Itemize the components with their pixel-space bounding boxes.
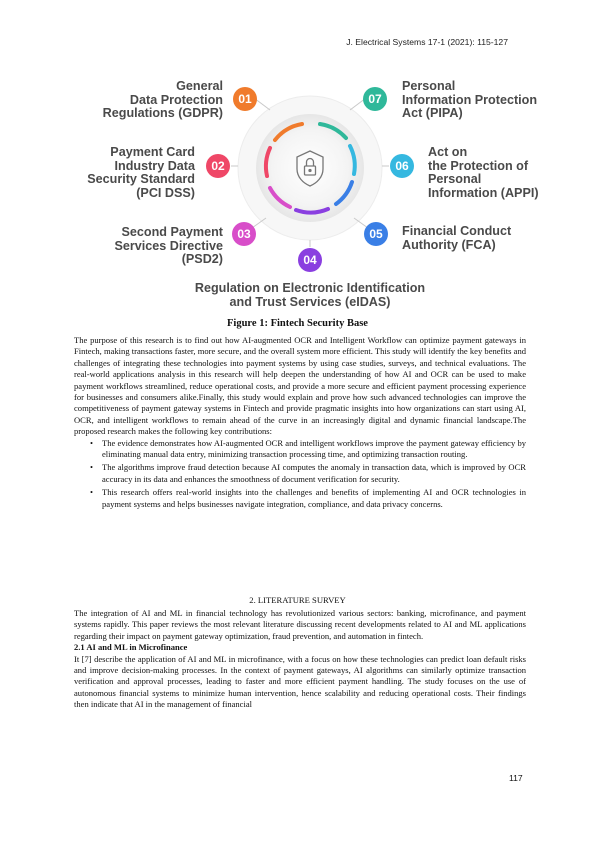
journal-header: J. Electrical Systems 17-1 (2021): 115-127 — [346, 37, 508, 47]
figure-caption: Figure 1: Fintech Security Base — [227, 318, 368, 329]
badge-07: 07 — [363, 87, 387, 111]
label-appi: Act on the Protection of Personal Information (APPI) — [428, 145, 539, 200]
badge-06: 06 — [390, 154, 414, 178]
subsection-heading: 2.1 AI and ML in Microfinance — [74, 642, 188, 653]
badge-05: 05 — [364, 222, 388, 246]
section-heading-literature: 2. LITERATURE SURVEY — [249, 595, 346, 605]
badge-01: 01 — [233, 87, 257, 111]
badge-03: 03 — [232, 222, 256, 246]
intro-paragraph: The purpose of this research is to find out how AI-augmented OCR and Intelligent Workflow can optimize payment gateways in Fintech, making transactions faster, more secure, and the overall system more efficient. This study will identify the key benefits and challenges of integrating these technologies into payment systems by using case studies, surveys, and technical evaluations. The real-world applications analysis in this research will help deepen the understanding of how AI and OCR can be used to make payment workflows streamlined, reduce operational costs, and provide a more secure and efficient payment processing experience for businesses and consumers alike.Finally, this study would explain and prove how such advanced technologies can improve the competitiveness of payment gateway systems in Fintech and provide pragmatic insights into how organizations can start using AI, OCR, and intelligent workflows to remain ahead of the curve in an increasingly digital and dynamic financial landscape.The proposed research makes the following key contributions: — [74, 335, 526, 437]
badge-02: 02 — [206, 154, 230, 178]
literature-paragraph: The integration of AI and ML in financial technology has revolutionized various sectors: banking, microfinance, and payment systems rapidly. This paper reviews the most relevant literature discussing recent developments related to AI and ML applications regarding their impact on payment gateway optimization, fraud prevention, and automation in fintech. — [74, 608, 526, 641]
label-pci-dss: Payment Card Industry Data Security Standard (PCI DSS) — [87, 145, 195, 200]
contributions-list — [74, 438, 526, 510]
list-item: • This research offers real-world insights into the challenges and benefits of implementing AI and OCR technologies in payment systems and helps businesses navigate integration, compliance, and data privacy concerns. — [102, 487, 526, 510]
list-item: • The evidence demonstrates how AI-augmented OCR and intelligent workflows improve the payment gateway efficiency by eliminating manual data entry, minimizing transaction processing time, and optimizing transaction routing. — [102, 438, 526, 461]
literature-section — [74, 608, 526, 711]
label-psd2: Second Payment Services Directive (PSD2) — [114, 225, 223, 267]
label-gdpr: General Data Protection Regulations (GDPR) — [102, 79, 223, 121]
fintech-security-figure — [70, 70, 550, 315]
badge-04: 04 — [298, 248, 322, 272]
intro-section — [74, 335, 526, 512]
subsection-paragraph: It [7] describe the application of AI and ML in microfinance, with a focus on how these technologies can predict loan default risks and improve decision-making processes. In the context of payment gateways, AI algorithms can similarly optimize transaction verification and approval processes, leading to faster and more efficient payment handling. The study focuses on the use of autonomous financial systems to minimize human intervention, hence scalability and reducing operational costs. Their findings then indicate that AI in the management of financial — [74, 653, 526, 710]
label-eidas: Regulation on Electronic Identification and Trust Services (eIDAS) — [194, 281, 426, 309]
page-number: 117 — [509, 773, 523, 783]
label-fca: Financial Conduct Authority (FCA) — [402, 224, 512, 252]
label-pipa: Personal Information Protection Act (PIPA) — [402, 79, 538, 121]
list-item: • The algorithms improve fraud detection because AI computes the anomaly in transaction data, which is improved by OCR accuracy in its data and enhances the smoothness of document verification for security. — [102, 462, 526, 485]
inner-disc — [256, 114, 364, 222]
